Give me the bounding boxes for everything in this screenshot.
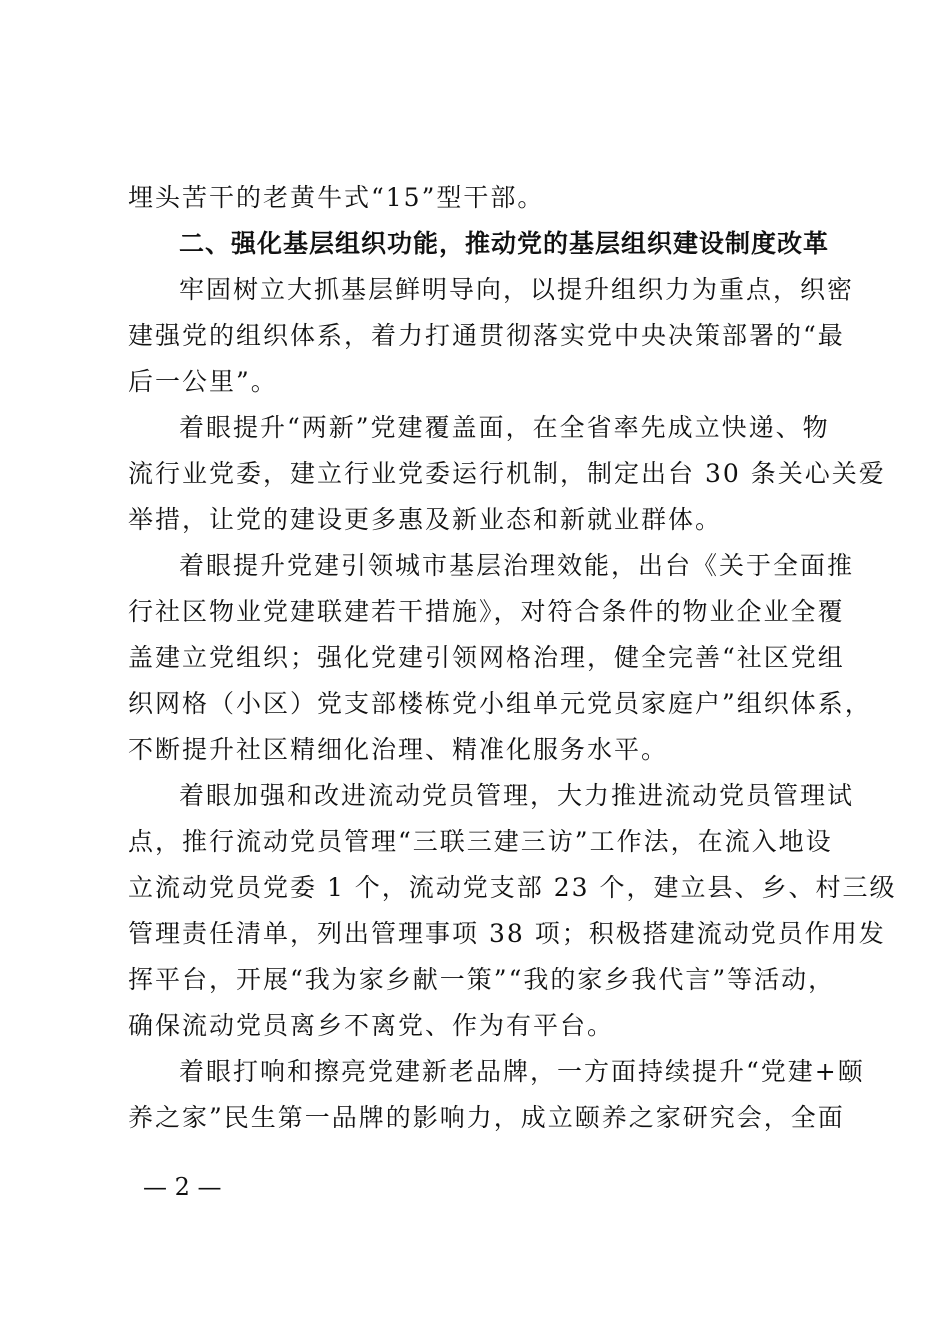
text-line-12: 织网格（小区）党支部楼栋党小组单元党员家庭户”组织体系， [128,689,872,718]
text-line-20: 着眼打响和擦亮党建新老品牌，一方面持续提升“党建+颐 [179,1057,865,1086]
text-line-14: 着眼加强和改进流动党员管理，大力推进流动党员管理试 [179,781,855,810]
text-line-9: 着眼提升党建引领城市基层治理效能，出台《关于全面推 [179,551,855,580]
text-line-19: 确保流动党员离乡不离党、作为有平台。 [128,1011,615,1040]
text-line-18: 挥平台，开展“我为家乡献一策”“我的家乡我代言”等活动， [128,965,836,994]
text-line-5: 后一公里”。 [128,367,278,396]
text-line-3: 牢固树立大抓基层鲜明导向，以提升组织力为重点，织密 [179,275,855,304]
text-line-16: 立流动党员党委 1 个，流动党支部 23 个，建立县、乡、村三级 [128,873,897,902]
text-line-21: 养之家”民生第一品牌的影响力，成立颐养之家研究会，全面 [128,1103,845,1132]
text-line-6: 着眼提升“两新”党建覆盖面，在全省率先成立快递、物 [179,413,830,442]
text-line-10: 行社区物业党建联建若干措施》，对符合条件的物业企业全覆 [128,597,845,626]
text-line-13: 不断提升社区精细化治理、精准化服务水平。 [128,735,669,764]
text-line-15: 点，推行流动党员管理“三联三建三访”工作法，在流入地设 [128,827,833,856]
section-heading: 二、强化基层组织功能，推动党的基层组织建设制度改革 [179,229,830,258]
text-line-11: 盖建立党组织；强化党建引领网格治理，健全完善“社区党组 [128,643,845,672]
text-line-17: 管理责任清单，列出管理事项 38 项；积极搭建流动党员作用发 [128,919,886,948]
text-line-4: 建强党的组织体系，着力打通贯彻落实党中央决策部署的“最 [128,321,845,350]
text-line-8: 举措，让党的建设更多惠及新业态和新就业群体。 [128,505,723,534]
page-number: — 2 — [143,1173,222,1201]
text-line-7: 流行业党委，建立行业党委运行机制，制定出台 30 条关心关爱 [128,459,886,488]
text-line-1: 埋头苦干的老黄牛式“15”型干部。 [128,183,545,212]
